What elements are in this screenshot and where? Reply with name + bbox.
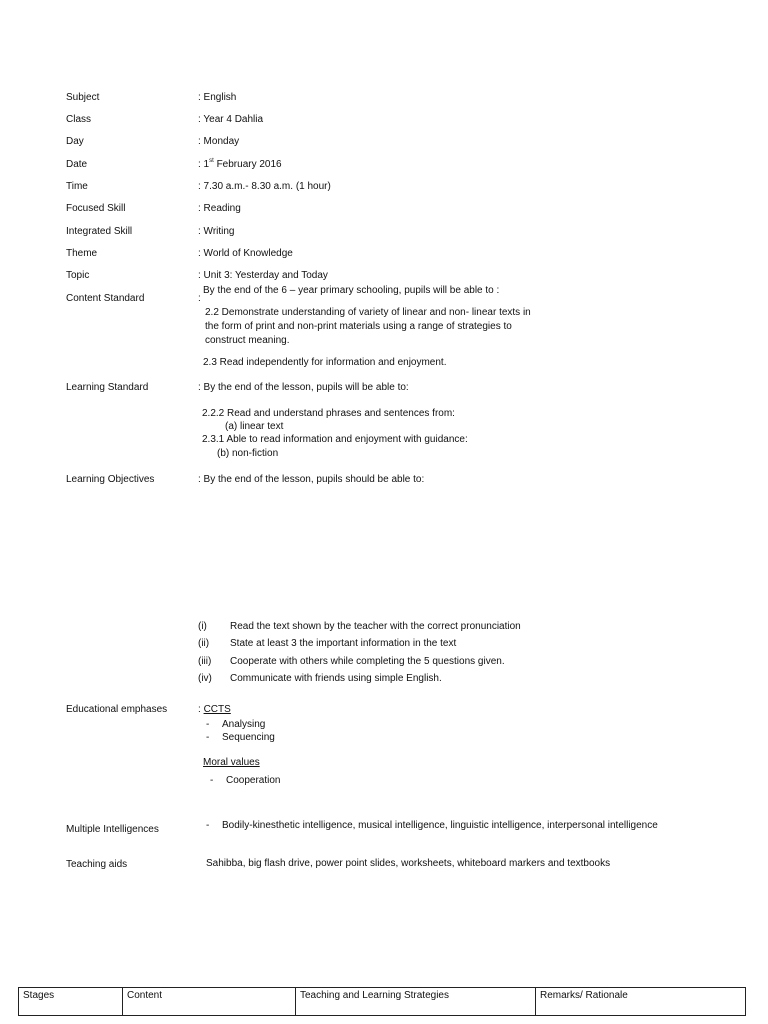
bullet: - <box>206 719 210 730</box>
educational-emphases-label: Educational emphases <box>66 704 168 715</box>
class-value: : Year 4 Dahlia <box>198 114 264 125</box>
multiple-intelligences-text: Bodily-kinesthetic intelligence, musical intelligence, linguistic intelligence, interpersonal intelligence <box>222 820 658 831</box>
teaching-aids-label: Teaching aids <box>66 859 128 870</box>
objective-number: (iii) <box>198 656 212 667</box>
bullet: - <box>206 820 210 831</box>
content-standard-item-line: construct meaning. <box>205 335 290 346</box>
date-label: Date <box>66 159 88 170</box>
table-header-strategies: Teaching and Learning Strategies <box>296 988 536 1016</box>
topic-value: : Unit 3: Yesterday and Today <box>198 270 328 281</box>
focused-skill-value: : Reading <box>198 203 241 214</box>
content-standard-intro: By the end of the 6 – year primary schooling, pupils will be able to : <box>203 285 500 296</box>
time-label: Time <box>66 181 88 192</box>
ccts-heading <box>198 704 231 715</box>
objective-text: State at least 3 the important information in the text <box>230 638 457 649</box>
content-standard-label: Content Standard <box>66 293 145 304</box>
multiple-intelligences-label: Multiple Intelligences <box>66 824 159 835</box>
objective-number: (iv) <box>198 673 212 684</box>
class-label: Class <box>66 114 92 125</box>
time-value: : 7.30 a.m.- 8.30 a.m. (1 hour) <box>198 181 331 192</box>
date-value <box>198 159 282 170</box>
learning-objectives-intro: : By the end of the lesson, pupils should be able to: <box>198 474 425 485</box>
learning-standard-line: (a) linear text <box>225 421 284 432</box>
ccts-prefix: : <box>198 704 204 715</box>
date-ordinal-suffix: st <box>209 158 214 164</box>
objective-number: (ii) <box>198 638 210 649</box>
integrated-skill-value: : Writing <box>198 226 235 237</box>
objective-text: Read the text shown by the teacher with the correct pronunciation <box>230 621 521 632</box>
content-standard-item-line: the form of print and non-print materials using a range of strategies to <box>205 321 512 332</box>
table-header-stages: Stages <box>19 988 123 1016</box>
content-standard-colon: : <box>198 293 201 304</box>
learning-standard-line: (b) non-fiction <box>217 448 279 459</box>
subject-value: : English <box>198 92 237 103</box>
objective-text: Communicate with friends using simple English. <box>230 673 442 684</box>
teaching-aids-text: Sahibba, big flash drive, power point slides, worksheets, whiteboard markers and textbooks <box>206 858 611 869</box>
content-standard-item-line: 2.2 Demonstrate understanding of variety of linear and non- linear texts in <box>205 307 531 318</box>
moral-values-heading: Moral values <box>203 757 260 768</box>
theme-label: Theme <box>66 248 98 259</box>
table-header-content: Content <box>123 988 296 1016</box>
topic-label: Topic <box>66 270 90 281</box>
ccts-item: Sequencing <box>222 732 275 743</box>
table-header-remarks: Remarks/ Rationale <box>536 988 746 1016</box>
subject-label: Subject <box>66 92 100 103</box>
content-standard-item-2: 2.3 Read independently for information and enjoyment. <box>203 357 447 368</box>
learning-standard-intro: : By the end of the lesson, pupils will be able to: <box>198 382 409 393</box>
learning-standard-line: 2.2.2 Read and understand phrases and sentences from: <box>202 408 455 419</box>
focused-skill-label: Focused Skill <box>66 203 126 214</box>
lesson-stages-table <box>18 987 746 1016</box>
objective-number: (i) <box>198 621 207 632</box>
day-value: : Monday <box>198 136 240 147</box>
date-value-prefix: : 1 <box>198 159 210 170</box>
bullet: - <box>210 775 214 786</box>
learning-standard-line: 2.3.1 Able to read information and enjoyment with guidance: <box>202 434 468 445</box>
day-label: Day <box>66 136 84 147</box>
learning-objectives-label: Learning Objectives <box>66 474 155 485</box>
table-header-row <box>19 988 746 1016</box>
learning-standard-label: Learning Standard <box>66 382 149 393</box>
ccts-heading-text: CCTS <box>203 704 231 715</box>
moral-value-item: Cooperation <box>226 775 281 786</box>
date-value-rest: February 2016 <box>213 159 282 170</box>
integrated-skill-label: Integrated Skill <box>66 226 133 237</box>
objective-text: Cooperate with others while completing the 5 questions given. <box>230 656 505 667</box>
theme-value: : World of Knowledge <box>198 248 293 259</box>
ccts-item: Analysing <box>222 719 266 730</box>
bullet: - <box>206 732 210 743</box>
